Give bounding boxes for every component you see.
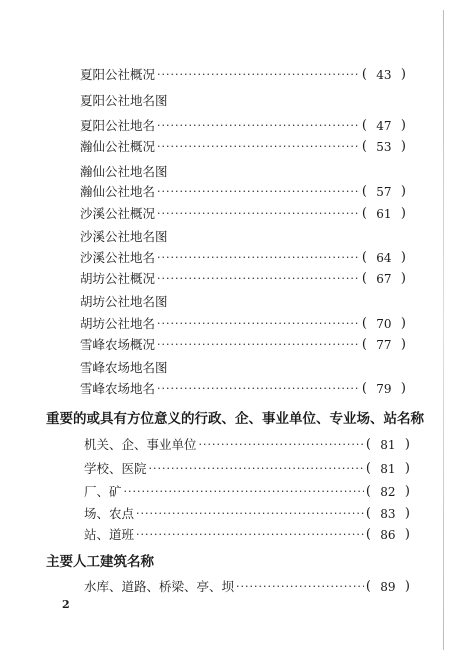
toc-entry-title: 机关、企、事业单位 [84, 437, 197, 452]
toc-entry[interactable] [80, 228, 168, 246]
page-ref: 77 [376, 338, 392, 352]
toc-entry-page: ( 47 ) [361, 118, 406, 133]
dot-leader [157, 138, 360, 156]
dot-leader [199, 436, 364, 454]
page-ref: 64 [376, 251, 392, 265]
dot-leader [157, 117, 360, 135]
toc-entry[interactable] [80, 270, 406, 288]
dot-leader [157, 249, 360, 267]
dot-leader [157, 270, 360, 288]
toc-entry-title: 夏阳公社地名 [80, 118, 156, 133]
dot-leader [136, 505, 364, 523]
toc-entry-page: ( 67 ) [361, 271, 406, 286]
toc-entry[interactable] [80, 315, 406, 333]
section-heading: 主要人工建筑名称 [46, 554, 154, 570]
toc-entry-title: 夏阳公社地名图 [80, 93, 168, 108]
toc-entry-title: 瀚仙公社概况 [80, 139, 156, 154]
toc-entry-page: ( 77 ) [361, 337, 406, 352]
page-ref: 61 [376, 207, 392, 221]
toc-entry-page: ( 89 ) [365, 579, 410, 594]
toc-entry-title: 夏阳公社概况 [80, 67, 156, 82]
toc-entry[interactable] [84, 505, 410, 523]
toc-entry-title: 学校、医院 [84, 461, 147, 476]
dot-leader [124, 483, 364, 501]
toc-entry-page: ( 81 ) [365, 437, 410, 452]
toc-entry[interactable] [80, 66, 406, 84]
toc-entry-title: 瀚仙公社地名 [80, 184, 156, 199]
toc-entry[interactable] [80, 249, 406, 267]
page-ref: 86 [380, 528, 396, 542]
dot-leader [157, 315, 360, 333]
page-ref: 53 [376, 140, 392, 154]
page-number: 2 [62, 598, 70, 611]
toc-entry-page: ( 81 ) [365, 461, 410, 476]
toc-entry-page: ( 61 ) [361, 206, 406, 221]
page-ref: 57 [376, 185, 392, 199]
toc-entry-title: 沙溪公社地名 [80, 250, 156, 265]
page-ref: 70 [376, 317, 392, 331]
toc-entry-title: 雪峰农场概况 [80, 337, 156, 352]
toc-entry-title: 胡坊公社地名图 [80, 294, 168, 309]
page-ref: 81 [380, 438, 396, 452]
toc-entry-title: 瀚仙公社地名图 [80, 164, 168, 179]
toc-entry[interactable] [84, 436, 410, 454]
toc-entry[interactable] [84, 578, 410, 596]
page-ref: 67 [376, 272, 392, 286]
dot-leader [149, 460, 364, 478]
toc-entry[interactable] [80, 380, 406, 398]
toc-entry[interactable] [80, 163, 168, 181]
toc-entry[interactable] [80, 205, 406, 223]
toc-entry[interactable] [80, 293, 168, 311]
page-edge [443, 10, 444, 650]
dot-leader [136, 526, 364, 544]
toc-entry-title: 胡坊公社地名 [80, 316, 156, 331]
toc-entry-title: 厂、矿 [84, 484, 122, 499]
dot-leader [236, 578, 364, 596]
toc-entry-page: ( 79 ) [361, 381, 406, 396]
page-ref: 82 [380, 485, 396, 499]
toc-entry-title: 站、道班 [84, 527, 135, 542]
dot-leader [157, 183, 360, 201]
toc-entry[interactable] [80, 92, 168, 110]
toc-entry[interactable] [80, 117, 406, 135]
toc-entry-title: 水库、道路、桥梁、亭、坝 [84, 579, 235, 594]
toc-entry[interactable] [84, 483, 410, 501]
toc-entry-title: 雪峰农场地名 [80, 381, 156, 396]
toc-entry[interactable] [84, 526, 410, 544]
toc-entry[interactable] [84, 460, 410, 478]
dot-leader [157, 380, 360, 398]
page-ref: 83 [380, 507, 396, 521]
dot-leader [157, 66, 360, 84]
toc-entry-page: ( 57 ) [361, 184, 406, 199]
toc-entry[interactable] [80, 183, 406, 201]
toc-entry-page: ( 64 ) [361, 250, 406, 265]
toc-entry-page: ( 70 ) [361, 316, 406, 331]
toc-entry-title: 沙溪公社概况 [80, 206, 156, 221]
dot-leader [157, 205, 360, 223]
toc-entry-page: ( 82 ) [365, 484, 410, 499]
toc-entry[interactable] [80, 359, 168, 377]
page-ref: 89 [380, 580, 396, 594]
toc-entry-title: 沙溪公社地名图 [80, 229, 168, 244]
page-ref: 43 [376, 68, 392, 82]
page-ref: 47 [376, 119, 392, 133]
toc-entry-page: ( 86 ) [365, 527, 410, 542]
toc-entry-title: 胡坊公社概况 [80, 271, 156, 286]
page-ref: 81 [380, 462, 396, 476]
toc-entry[interactable] [80, 138, 406, 156]
toc-entry[interactable] [80, 336, 406, 354]
toc-entry-page: ( 53 ) [361, 139, 406, 154]
toc-entry-page: ( 83 ) [365, 506, 410, 521]
toc-entry-page: ( 43 ) [361, 67, 406, 82]
page-ref: 79 [376, 382, 392, 396]
dot-leader [157, 336, 360, 354]
section-heading: 重要的或具有方位意义的行政、企、事业单位、专业场、站名称 [46, 411, 424, 427]
toc-entry-title: 场、农点 [84, 506, 135, 521]
toc-entry-title: 雪峰农场地名图 [80, 360, 168, 375]
